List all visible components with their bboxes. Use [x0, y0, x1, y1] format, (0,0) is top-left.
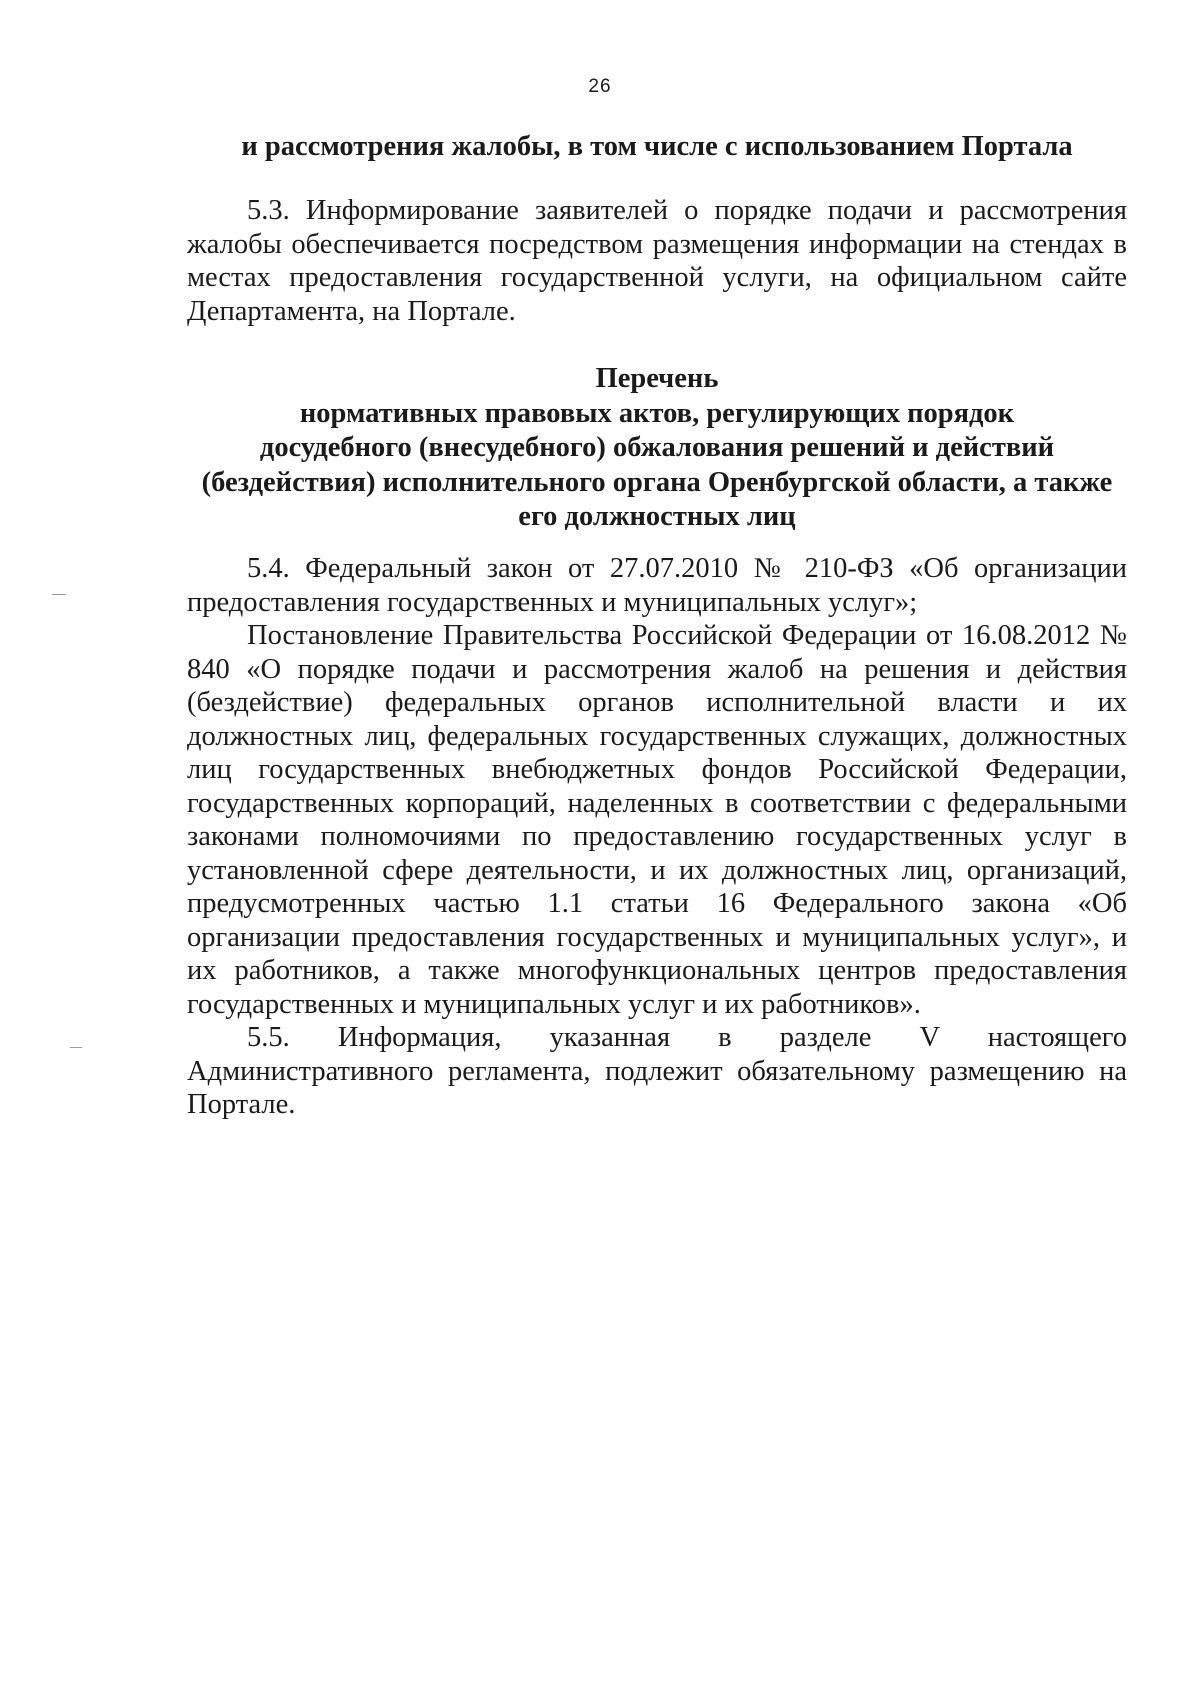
complaint-info-block	[187, 194, 1127, 328]
heading-line-3: досудебного (внесудебного) обжалования решений и действий	[259, 432, 1055, 463]
regulations-list-heading	[187, 362, 1127, 535]
paragraph-5-5: 5.5. Информация, указанная в разделе V настоящего Административного регламента, подлежит обязательному размещению на Портале.	[187, 1022, 1127, 1120]
paragraph-government-decree: Постановление Правительства Российской Федерации от 16.08.2012 № 840 «О порядке подачи и рассмотрения жалоб на решения и действия (бездействие) федеральных органов исполнительной власти и их должностных лиц, федеральных государственных служащих, должностных лиц государственных внебюджетных фондов Российской Федерации, государственных корпораций, наделенных в соответствии с федеральными законами полномочиями по предоставлению государственных услуг в установленной сфере деятельности, и их должностных лиц, организаций, предусмотренных частью 1.1 статьи 16 Федерального закона «Об организации предоставления государственных и муниципальных услуг», и их работников, а также многофункциональных центров предоставления государственных и муниципальных услуг и их работников».	[187, 620, 1127, 1020]
page-number: 26	[588, 76, 612, 97]
scan-mark	[52, 594, 66, 595]
heading-line-4: (бездействия) исполнительного органа Оренбургской области, а также	[201, 466, 1113, 498]
paragraph-5-3: 5.3. Информирование заявителей о порядке подачи и рассмотрения жалобы обеспечивается посредством размещения информации на стендах в местах предоставления государственной услуги, на официальном сайте Департамента, на Портале.	[187, 195, 1127, 327]
heading-line-2: нормативных правовых актов, регулирующих порядок	[299, 397, 1015, 429]
heading-line-1: Перечень	[595, 363, 719, 394]
paragraph-5-4: 5.4. Федеральный закон от 27.07.2010 № 210-ФЗ «Об организации предоставления государственных и муниципальных услуг»;	[187, 553, 1127, 618]
scan-mark	[70, 1047, 82, 1048]
heading-line-5: его должностных лиц	[518, 501, 796, 532]
complaint-procedure-heading: и рассмотрения жалобы, в том числе с использованием Портала	[241, 131, 1073, 162]
regulations-body	[187, 552, 1127, 1122]
